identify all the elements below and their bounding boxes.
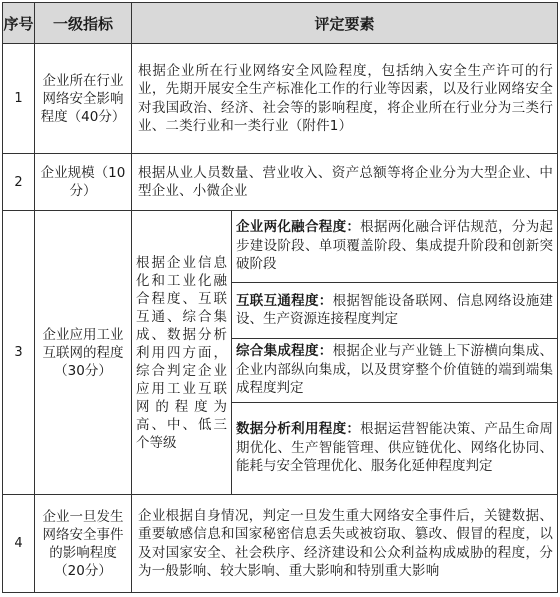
subitem-title: 互联互通程度： (236, 292, 333, 309)
row-number: 4 (3, 495, 35, 593)
row-middle-description: 根据企业信息化和工业化融合程度、互联互通、综合集成、数据分析利用四方面，综合判定企业应用工业互联网的程度为高、中、低三个等级 (132, 211, 232, 495)
table-row (3, 495, 558, 593)
row-number: 3 (3, 211, 35, 495)
row-number: 1 (3, 44, 35, 154)
row-description: 根据企业所在行业网络安全风险程度，包括纳入安全生产许可的行业，先期开展安全生产标准化工作的行业等因素，以及行业网络安全对我国政治、经济、社会等的影响程度，将企业所在行业分为三类行业、二类行业和一类行业（附件1） (132, 44, 558, 154)
header-no: 序号 (3, 3, 35, 44)
row-indicator: 企业规模（10分） (35, 154, 132, 211)
evaluation-table (2, 2, 558, 593)
subitem-text: 根据两化融合评估规范，分为起步建设阶段、单项覆盖阶段、集成提升阶段和创新突破阶段 (236, 219, 554, 273)
row-description: 企业根据自身情况，判定一旦发生重大网络安全事件后，关键数据、重要敏感信息和国家秘密信息丢失或被窃取、篡改、假冒的程度，以及对国家安全、社会秩序、经济建设和公众利益构成威胁的程度，分为一般影响、较大影响、重大影响和特别重大影响 (132, 495, 558, 593)
row-indicator: 企业应用工业互联网的程度（30分） (35, 211, 132, 495)
row-indicator: 企业一旦发生网络安全事件的影响程度（20分） (35, 495, 132, 593)
subitem-cell (232, 211, 558, 283)
header-criteria: 评定要素 (132, 3, 558, 44)
subitem-cell (232, 283, 558, 339)
subitem-title: 综合集成程度： (236, 343, 333, 360)
table-header-row (3, 3, 558, 44)
subitem-text: 根据企业与产业链上下游横向集成、企业内部纵向集成，以及贯穿整个价值链的端到端集成程度判定 (236, 343, 554, 397)
table-row (3, 154, 558, 211)
row-number: 2 (3, 154, 35, 211)
subitem-text: 根据运营智能决策、产品生命周期优化、生产智能管理、供应链优化、网络化协同、能耗与安全管理优化、服务化延伸程度判定 (236, 421, 554, 475)
header-indicator: 一级指标 (35, 3, 132, 44)
row-description: 根据从业人员数量、营业收入、资产总额等将企业分为大型企业、中型企业、小微企业 (132, 154, 558, 211)
table-row (3, 44, 558, 154)
subitem-cell (232, 339, 558, 403)
subitem-text: 根据智能设备联网、信息网络设施建设、生产资源连接程度判定 (236, 292, 554, 327)
table-row (3, 211, 558, 283)
subitem-title: 数据分析利用程度： (236, 421, 361, 438)
subitem-title: 企业两化融合程度： (236, 219, 361, 236)
subitem-cell (232, 403, 558, 495)
row-indicator: 企业所在行业网络安全影响程度（40分） (35, 44, 132, 154)
